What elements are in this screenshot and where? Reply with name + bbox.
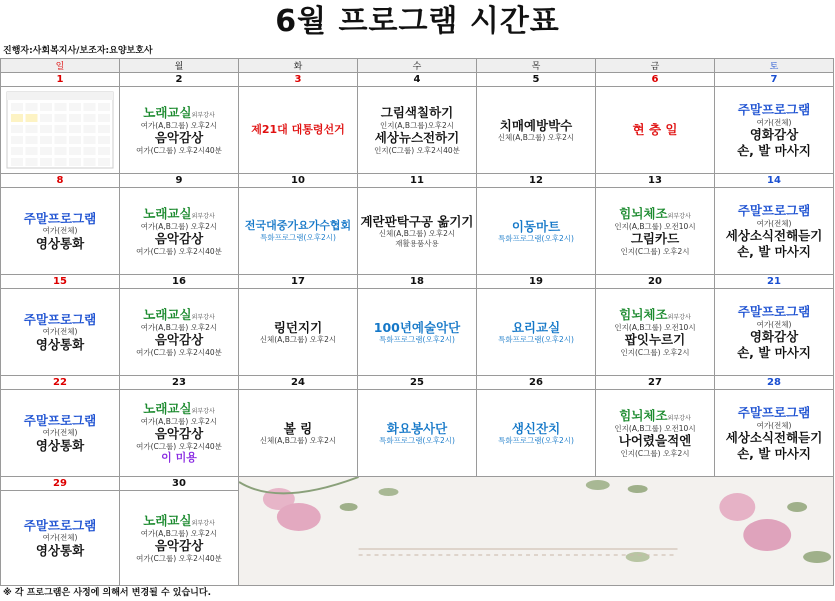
- program-line: 주말프로그램: [23, 311, 97, 327]
- date-number: 23: [120, 376, 239, 390]
- external-instructor-tag: 외부강사: [667, 213, 691, 220]
- day-cell: [1, 491, 120, 586]
- program-line: 힘뇌체조외부강사: [619, 408, 691, 423]
- program-line: 음악감상: [154, 332, 204, 347]
- program-line: 현 충 일: [632, 122, 678, 138]
- date-number: 18: [358, 275, 477, 289]
- date-number: 7: [715, 73, 834, 87]
- day-cell: [239, 188, 358, 275]
- day-cell: [477, 289, 596, 376]
- day-cell: [1, 289, 120, 376]
- weekday-header: 수: [358, 59, 477, 73]
- date-number: 30: [120, 477, 239, 491]
- date-number: 1: [1, 73, 120, 87]
- date-number: 24: [239, 376, 358, 390]
- day-cell: [596, 289, 715, 376]
- day-cell: [239, 390, 358, 477]
- day-cell: [1, 87, 120, 174]
- program-line: 힘뇌체조외부강사: [619, 206, 691, 221]
- program-line: 특화프로그램(오후2시): [498, 234, 574, 244]
- date-number: 20: [596, 275, 715, 289]
- program-row: [1, 390, 834, 477]
- program-line: 제21대 대통령선거: [251, 123, 345, 137]
- program-line: 볼 링: [283, 420, 313, 436]
- staff-info: 진행자:사회복지사/보조자:요양보호사: [3, 46, 153, 56]
- date-number: 16: [120, 275, 239, 289]
- program-line: 음악감상: [154, 231, 204, 246]
- program-line: 영화감상: [749, 328, 799, 344]
- date-number: 17: [239, 275, 358, 289]
- program-row: [1, 188, 834, 275]
- day-cell: [596, 188, 715, 275]
- weekday-header: 토: [715, 59, 834, 73]
- weekday-header: 목: [477, 59, 596, 73]
- day-cell: [715, 390, 834, 477]
- day-cell: [1, 390, 120, 477]
- date-number: 2: [120, 73, 239, 87]
- date-row: [1, 376, 834, 390]
- date-number: 21: [715, 275, 834, 289]
- day-cell: [239, 87, 358, 174]
- program-line: 영화감상: [749, 126, 799, 142]
- program-line: 손, 발 마사지: [737, 243, 811, 259]
- day-cell: [596, 87, 715, 174]
- program-line: 여가(전체): [756, 117, 792, 127]
- day-cell: [120, 289, 239, 376]
- date-row: [1, 174, 834, 188]
- date-number: 4: [358, 73, 477, 87]
- schedule-table: [0, 58, 834, 586]
- program-line: 여가(전체): [756, 218, 792, 228]
- program-line: 특화프로그램(오후2시): [498, 436, 574, 446]
- program-line: 치매예방박수: [499, 117, 573, 133]
- day-cell: [358, 188, 477, 275]
- program-line: 영상통화: [35, 336, 85, 352]
- date-number: 12: [477, 174, 596, 188]
- date-number: 14: [715, 174, 834, 188]
- program-line: 요리교실: [511, 319, 561, 335]
- day-cell: [477, 87, 596, 174]
- program-line: 노래교실외부강사: [143, 307, 215, 322]
- program-line: 신체(A,B그룹) 오후2시: [259, 335, 337, 345]
- external-instructor-tag: 외부강사: [191, 520, 215, 528]
- program-line: 영상통화: [35, 235, 85, 251]
- program-row: [1, 87, 834, 174]
- day-cell: [120, 390, 239, 477]
- program-line: 세상뉴스전하기: [374, 130, 460, 145]
- day-cell: [358, 289, 477, 376]
- program-line: 여가(전체): [42, 533, 78, 543]
- program-line: 주말프로그램: [23, 210, 97, 226]
- program-line: 주말프로그램: [737, 101, 811, 117]
- day-cell: [477, 188, 596, 275]
- program-line: 인지(C그룹) 오후2시: [620, 347, 690, 357]
- date-number: 11: [358, 174, 477, 188]
- day-cell: [715, 188, 834, 275]
- program-line: 신체(A,B그룹) 오후2시: [378, 229, 456, 239]
- program-line: 특화프로그램(오후2시): [379, 436, 455, 446]
- program-line: 음악감상: [154, 538, 204, 554]
- weekday-header: 일: [1, 59, 120, 73]
- external-instructor-tag: 외부강사: [191, 112, 215, 119]
- program-line: 계란판탁구공 옮기기: [360, 213, 474, 229]
- program-line: 여가(C그룹) 오후2시40분: [136, 145, 222, 155]
- program-line: 신체(A,B그룹) 오후2시: [259, 436, 337, 446]
- program-line: 주말프로그램: [23, 517, 97, 533]
- program-line: 노래교실외부강사: [143, 105, 215, 120]
- program-line: 세상소식전해듣기: [725, 227, 823, 243]
- day-cell: [120, 491, 239, 586]
- day-cell: [120, 87, 239, 174]
- program-line: 재활용품사용: [395, 238, 439, 248]
- program-line: 주말프로그램: [737, 404, 811, 420]
- program-line: 음악감상: [154, 130, 204, 145]
- day-cell: [1, 188, 120, 275]
- external-instructor-tag: 외부강사: [667, 314, 691, 321]
- day-cell: [715, 87, 834, 174]
- program-line: 손, 발 마사지: [737, 344, 811, 360]
- mini-calendar-icon: [5, 90, 115, 170]
- date-number: 26: [477, 376, 596, 390]
- program-line: 이 미용: [161, 451, 197, 465]
- program-line: 주말프로그램: [23, 412, 97, 428]
- external-instructor-tag: 외부강사: [191, 314, 215, 321]
- program-line: 여가(전체): [42, 428, 78, 438]
- date-number: 9: [120, 174, 239, 188]
- date-number: 22: [1, 376, 120, 390]
- program-line: 여가(A,B그룹) 오후2시: [140, 416, 218, 426]
- decorative-flower-photo: [239, 477, 834, 586]
- program-line: 여가(C그룹) 오후2시40분: [136, 441, 222, 451]
- program-line: 이동마트: [511, 218, 561, 234]
- program-line: 노래교실외부강사: [143, 401, 215, 417]
- weekday-header: 월: [120, 59, 239, 73]
- program-line: 여가(C그룹) 오후2시40분: [136, 553, 222, 563]
- date-number: 6: [596, 73, 715, 87]
- weekday-header: 금: [596, 59, 715, 73]
- program-line: 화요봉사단: [386, 420, 448, 436]
- program-line: 음악감상: [154, 426, 204, 442]
- program-line: 인지(C그룹) 오후2시40분: [374, 145, 460, 155]
- program-line: 그림카드: [630, 231, 680, 246]
- date-row: [1, 73, 834, 87]
- program-line: 특화프로그램(오후2시): [260, 233, 336, 243]
- external-instructor-tag: 외부강사: [191, 213, 215, 220]
- program-line: 그림색칠하기: [380, 105, 454, 120]
- day-cell: [358, 87, 477, 174]
- program-line: 주말프로그램: [737, 202, 811, 218]
- weekday-header-row: [1, 59, 834, 73]
- program-line: 영상통화: [35, 542, 85, 558]
- program-line: 특화프로그램(오후2시): [379, 335, 455, 345]
- date-number: 15: [1, 275, 120, 289]
- program-line: 여가(C그룹) 오후2시40분: [136, 246, 222, 256]
- date-number: 28: [715, 376, 834, 390]
- program-line: 여가(전체): [42, 327, 78, 337]
- program-line: 100년예술악단: [373, 319, 461, 335]
- date-row: [1, 477, 834, 491]
- day-cell: [239, 289, 358, 376]
- program-line: 여가(전체): [756, 420, 792, 430]
- date-row: [1, 275, 834, 289]
- date-number: 27: [596, 376, 715, 390]
- program-line: 손, 발 마사지: [737, 445, 811, 461]
- program-line: 전국대중가요가수협회: [244, 219, 352, 233]
- date-number: 13: [596, 174, 715, 188]
- program-row: [1, 289, 834, 376]
- date-number: 19: [477, 275, 596, 289]
- program-line: 인지(A,B그룹) 오전10시: [614, 322, 696, 332]
- program-line: 신체(A,B그룹) 오후2시: [497, 133, 575, 143]
- program-line: 힘뇌체조외부강사: [619, 307, 691, 322]
- program-line: 노래교실외부강사: [143, 206, 215, 221]
- program-line: 노래교실외부강사: [143, 513, 215, 529]
- program-line: 인지(A,B그룹) 오전10시: [614, 423, 696, 433]
- program-line: 여가(A,B그룹) 오후2시: [140, 221, 218, 231]
- program-line: 손, 발 마사지: [737, 142, 811, 158]
- date-number: 5: [477, 73, 596, 87]
- date-number: 10: [239, 174, 358, 188]
- external-instructor-tag: 외부강사: [667, 415, 691, 422]
- program-line: 세상소식전해듣기: [725, 429, 823, 445]
- program-line: 인지(C그룹) 오후2시: [620, 246, 690, 256]
- page-title: 6월 프로그램 시간표: [275, 4, 560, 39]
- day-cell: [596, 390, 715, 477]
- footer-note: ※ 각 프로그램은 사정에 의해서 변경될 수 있습니다.: [3, 588, 211, 598]
- program-line: 주말프로그램: [737, 303, 811, 319]
- flower-decoration-icon: [239, 477, 833, 585]
- program-line: 인지(C그룹) 오후2시: [620, 448, 690, 458]
- program-line: 여가(전체): [42, 226, 78, 236]
- weekday-header: 화: [239, 59, 358, 73]
- date-number: 3: [239, 73, 358, 87]
- program-line: 링던지기: [273, 319, 323, 335]
- program-line: 여가(전체): [756, 319, 792, 329]
- day-cell: [715, 289, 834, 376]
- program-line: 여가(A,B그룹) 오후2시: [140, 120, 218, 130]
- program-line: 특화프로그램(오후2시): [498, 335, 574, 345]
- program-line: 생신잔치: [511, 420, 561, 436]
- date-number: 8: [1, 174, 120, 188]
- program-line: 여가(A,B그룹) 오후2시: [140, 528, 218, 538]
- program-line: 인지(A,B그룹) 오전10시: [614, 221, 696, 231]
- date-number: 25: [358, 376, 477, 390]
- program-line: 나어렸을적엔: [618, 433, 692, 448]
- program-line: 팝잇누르기: [624, 332, 686, 347]
- external-instructor-tag: 외부강사: [191, 408, 215, 416]
- program-line: 인지(A,B그룹)오후2시: [380, 120, 454, 130]
- program-line: 영상통화: [35, 437, 85, 453]
- day-cell: [120, 188, 239, 275]
- program-line: 여가(C그룹) 오후2시40분: [136, 347, 222, 357]
- date-number: 29: [1, 477, 120, 491]
- day-cell: [477, 390, 596, 477]
- day-cell: [358, 390, 477, 477]
- program-line: 여가(A,B그룹) 오후2시: [140, 322, 218, 332]
